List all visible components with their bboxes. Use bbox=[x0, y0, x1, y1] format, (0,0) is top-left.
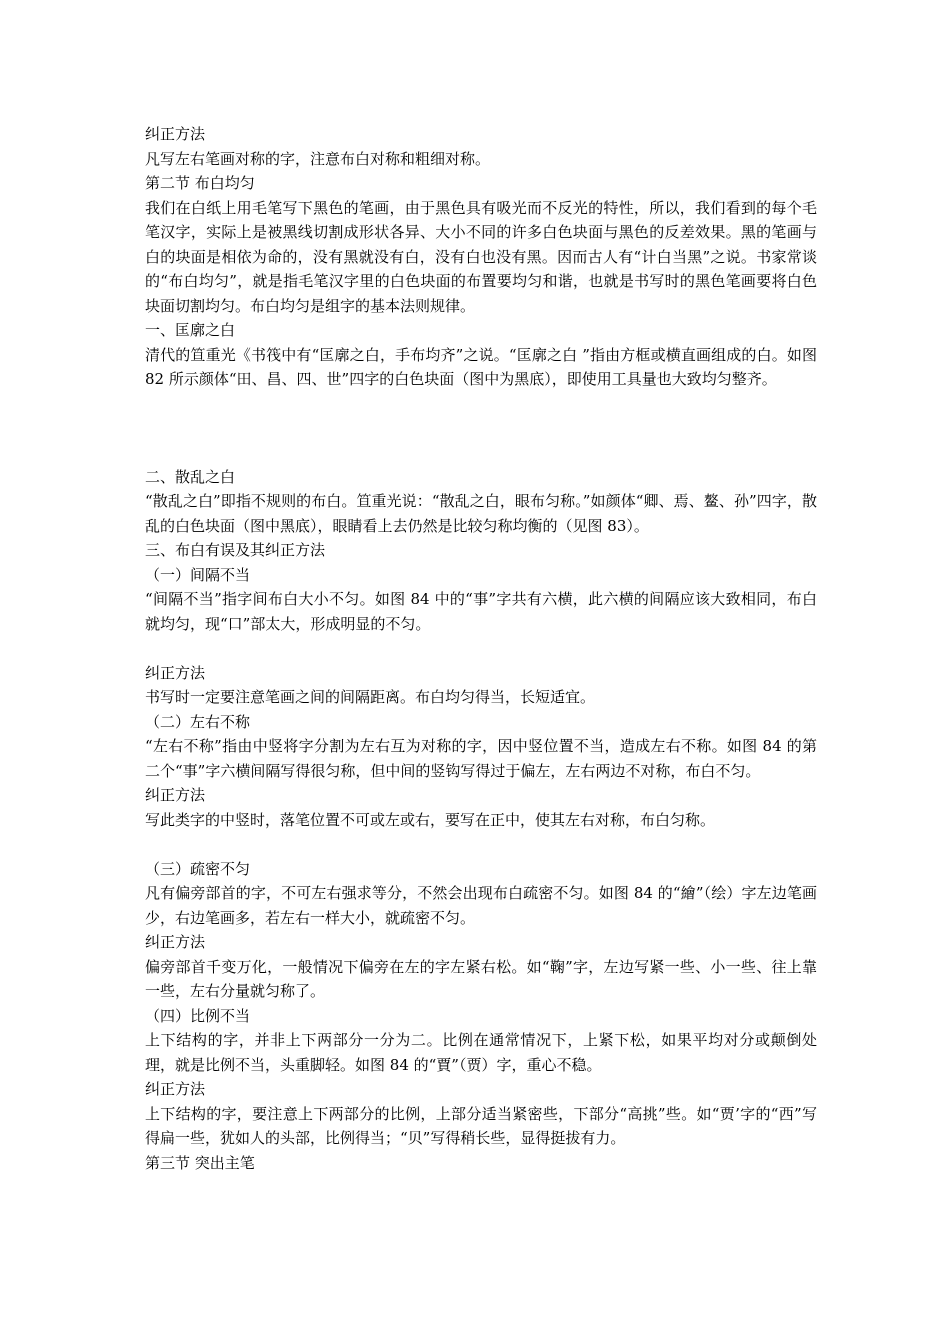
section-title-main-stroke: 第三节 突出主笔 bbox=[145, 1153, 255, 1172]
paragraph-symmetry: 凡写左右笔画对称的字，注意布白对称和粗细对称。 bbox=[145, 149, 491, 168]
paragraph-black-white: 我们在白纸上用毛笔写下黑色的笔画，由于黑色具有吸光而不反光的特性，所以，我们看到的每个毛笔汉字，实际上是被黑线切割成形状各异、大小不同的许多白色块面与黑色的反差效果。黑的笔画与白的块面是相依为命的，没有黑就没有白，没有白也没有黑。因而古人有“计白当黑”之说。书家常谈的“布白均匀”，就是指毛笔汉字里的白色块面的布置要均匀和谐，也就是书写时的黑色笔画要将白色块面切割均匀。布白均匀是组字的基本法则规律。 bbox=[145, 198, 817, 315]
paragraph-correction-radical: 偏旁部首千变万化，一般情况下偏旁在左的字左紧右松。如“鞠”字，左边写紧一些、小一些、往上靠一些，左右分量就匀称了。 bbox=[145, 957, 817, 1000]
figure-gap bbox=[145, 392, 817, 465]
subheading-proportion: （四）比例不当 bbox=[145, 1006, 251, 1025]
subheading-scattered-white: 二、散乱之白 bbox=[145, 467, 236, 486]
heading-correction-method: 纠正方法 bbox=[145, 125, 206, 143]
subheading-errors: 三、布白有误及其纠正方法 bbox=[145, 541, 326, 559]
subheading-frame-white: 一、匡廓之白 bbox=[145, 321, 236, 339]
paragraph-proportion: 上下结构的字，并非上下两部分一分为二。比例在通常情况下，上紧下松，如果平均对分或颠倒处理，就是比例不当，头重脚轻。如图 84 的“賈”（贾）字，重心不稳。 bbox=[145, 1031, 817, 1074]
heading-correction-method: 纠正方法 bbox=[145, 663, 206, 682]
paragraph-correction-spacing: 书写时一定要注意笔画之间的间隔距离。布白均匀得当，长短适宜。 bbox=[145, 688, 596, 706]
paragraph-spacing-improper: “间隔不当”指字间布白大小不匀。如图 84 中的“事”字共有六横，此六横的间隔应该大致相同，布白就均匀，现“口”部太大，形成明显的不匀。 bbox=[145, 590, 817, 633]
heading-correction-method: 纠正方法 bbox=[145, 1080, 206, 1098]
paragraph-scattered-white: “散乱之白”即指不规则的布白。笪重光说：“散乱之白，眼布匀称。”如颜体“卿、焉、鳌、孙”四字，散乱的白色块面（图中黑底），眼睛看上去仍然是比较匀称均衡的（见图 83）。 bbox=[145, 492, 817, 535]
paragraph-density: 凡有偏旁部首的字，不可左右强求等分，不然会出现布白疏密不匀。如图 84 的“繪”（绘）字左边笔画少，右边笔画多，若左右一样大小，就疏密不匀。 bbox=[145, 884, 817, 927]
paragraph-frame-white: 清代的笪重光《书筏中有“匡廓之白，手布均齐”之说。“匡廓之白 ”指由方框或横直画组成的白。如图 82 所示颜体“田、昌、四、世”四字的白色块面（图中为黑底），即使用工具量也大致均匀整齐。 bbox=[145, 345, 817, 388]
heading-correction-method: 纠正方法 bbox=[145, 933, 206, 951]
document-body bbox=[145, 122, 817, 1175]
subheading-spacing-improper: （一）间隔不当 bbox=[145, 565, 251, 584]
subheading-density: （三）疏密不匀 bbox=[145, 859, 251, 878]
paragraph-correction-vertical: 写此类字的中竖时，落笔位置不可或左或右，要写在正中，使其左右对称，布白匀称。 bbox=[145, 810, 716, 829]
blank-line bbox=[145, 636, 817, 661]
paragraph-correction-proportion: 上下结构的字，要注意上下两部分的比例，上部分适当紧密些，下部分“高挑”些。如“贾’字的“西”写得扁一些，犹如人的头部，比例得当；“贝”写得稍长些，显得挺拔有力。 bbox=[145, 1104, 817, 1147]
heading-correction-method: 纠正方法 bbox=[145, 786, 206, 804]
blank-line bbox=[145, 832, 817, 857]
subheading-left-right: （二）左右不称 bbox=[145, 712, 251, 731]
section-title-even-spacing: 第二节 布白均匀 bbox=[145, 174, 255, 192]
paragraph-left-right: “左右不称”指由中竖将字分割为左右互为对称的字，因中竖位置不当，造成左右不称。如图 84 的第二个“事”字六横间隔写得很匀称，但中间的竖钩写得过于偏左，左右两边不对称，布白不匀。 bbox=[145, 737, 817, 780]
